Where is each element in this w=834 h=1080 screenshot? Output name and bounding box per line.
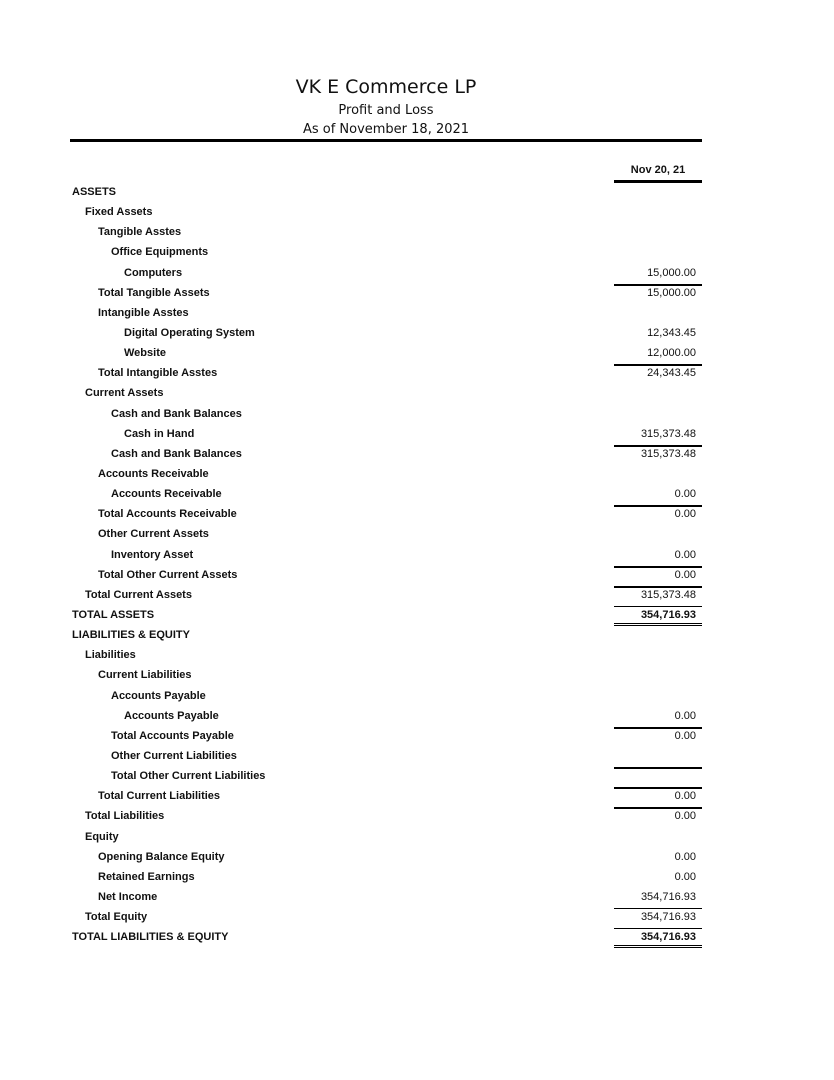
header-divider <box>70 139 702 142</box>
report-row <box>0 304 834 324</box>
report-row <box>0 546 834 566</box>
row-amount: 12,343.45 <box>647 326 696 339</box>
report-row <box>0 807 834 827</box>
amount-rule <box>614 928 702 929</box>
row-label: Total Accounts Payable <box>111 729 234 742</box>
report-row <box>0 566 834 586</box>
row-label: Computers <box>124 266 183 279</box>
report-row <box>0 525 834 545</box>
report-date: As of November 18, 2021 <box>302 122 470 137</box>
amount-rule <box>614 767 702 769</box>
report-row <box>0 707 834 727</box>
row-amount: 0.00 <box>674 850 696 863</box>
amount-rule <box>614 908 702 909</box>
row-amount: 0.00 <box>674 568 696 581</box>
row-label: Other Current Assets <box>98 528 209 541</box>
amount-rule <box>614 807 702 809</box>
row-amount: 0.00 <box>674 729 696 742</box>
row-amount: 354,716.93 <box>640 890 696 903</box>
row-amount: 24,343.45 <box>647 367 696 380</box>
row-label: Accounts Receivable <box>111 488 222 501</box>
row-label: Cash and Bank Balances <box>111 407 242 420</box>
report-row <box>0 485 834 505</box>
row-label: Current Liabilities <box>98 669 192 682</box>
row-label: Current Assets <box>85 387 164 400</box>
row-label: ASSETS <box>72 186 117 198</box>
report-row <box>0 928 834 948</box>
row-label: Total Current Assets <box>85 588 192 601</box>
report-row <box>0 364 834 384</box>
report-row <box>0 888 834 908</box>
report-row <box>0 848 834 868</box>
row-amount: 315,373.48 <box>640 447 696 460</box>
row-label: Intangible Asstes <box>98 306 189 319</box>
row-amount: 354,716.93 <box>640 931 696 944</box>
amount-rule <box>614 364 702 366</box>
report-row <box>0 425 834 445</box>
row-label: Website <box>124 347 166 360</box>
report-row <box>0 908 834 928</box>
report-row <box>0 203 834 223</box>
report-row <box>0 445 834 465</box>
report-row <box>0 243 834 263</box>
row-label: Total Tangible Assets <box>98 286 210 299</box>
row-amount: 315,373.48 <box>640 427 696 440</box>
row-label: Total Equity <box>85 911 148 924</box>
row-label: Opening Balance Equity <box>98 850 225 863</box>
row-amount: 0.00 <box>674 508 696 521</box>
row-label: LIABILITIES & EQUITY <box>72 629 190 642</box>
amount-rule <box>614 586 702 588</box>
row-label: Digital Operating System <box>124 326 255 339</box>
row-amount: 12,000.00 <box>647 347 696 360</box>
row-label: Liabilities <box>85 649 136 662</box>
row-amount: 354,716.93 <box>640 608 696 621</box>
report-row <box>0 646 834 666</box>
report-row <box>0 727 834 747</box>
report-row <box>0 223 834 243</box>
amount-rule <box>614 727 702 729</box>
row-label: Accounts Receivable <box>98 467 209 480</box>
row-label: Accounts Payable <box>111 689 206 702</box>
row-amount: 15,000.00 <box>647 266 696 279</box>
row-label: Total Liabilities <box>85 810 165 823</box>
report-row <box>0 687 834 707</box>
row-label: Tangible Asstes <box>98 226 182 239</box>
row-label: Other Current Liabilities <box>111 749 237 762</box>
row-label: Cash in Hand <box>124 427 195 440</box>
report-row <box>0 868 834 888</box>
row-label: Total Intangible Asstes <box>98 367 218 380</box>
report-row <box>0 183 834 203</box>
report-row <box>0 747 834 767</box>
amount-rule <box>614 606 702 607</box>
row-amount: 0.00 <box>674 548 696 561</box>
row-label: TOTAL ASSETS <box>72 608 155 621</box>
row-label: Net Income <box>98 890 158 903</box>
company-name: VK E Commerce LP <box>295 76 477 98</box>
row-label: Total Other Current Assets <box>98 568 238 581</box>
row-label: Office Equipments <box>111 246 209 259</box>
report-row <box>0 284 834 304</box>
row-label: Total Other Current Liabilities <box>111 770 266 783</box>
report-table <box>0 183 834 948</box>
row-label: Accounts Payable <box>124 709 219 722</box>
report-row <box>0 264 834 284</box>
double-underline <box>614 945 702 948</box>
report-row <box>0 324 834 344</box>
row-label: Total Current Liabilities <box>98 790 221 803</box>
row-amount: 0.00 <box>674 790 696 803</box>
report-row <box>0 465 834 485</box>
amount-rule <box>614 566 702 568</box>
report-row <box>0 384 834 404</box>
row-label: Total Accounts Receivable <box>98 508 237 521</box>
row-amount: 0.00 <box>674 709 696 722</box>
report-row <box>0 787 834 807</box>
row-amount: 0.00 <box>674 810 696 823</box>
row-label: Cash and Bank Balances <box>111 447 242 460</box>
row-amount: 15,000.00 <box>647 286 696 299</box>
amount-rule <box>614 445 702 447</box>
amount-rule <box>614 284 702 286</box>
report-row <box>0 344 834 364</box>
amount-rule <box>614 505 702 507</box>
report-title: Profit and Loss <box>338 103 434 118</box>
report-row <box>0 767 834 787</box>
row-label: Equity <box>85 830 119 843</box>
row-label: TOTAL LIABILITIES & EQUITY <box>72 931 229 944</box>
report-row <box>0 626 834 646</box>
row-label: Retained Earnings <box>98 870 195 883</box>
row-amount: 0.00 <box>674 870 696 883</box>
row-amount: 315,373.48 <box>640 588 696 601</box>
report-row <box>0 405 834 425</box>
row-label: Inventory Asset <box>111 548 194 561</box>
row-amount: 0.00 <box>674 488 696 501</box>
report-row <box>0 666 834 686</box>
report-row <box>0 606 834 626</box>
report-row <box>0 505 834 525</box>
row-label: Fixed Assets <box>85 206 153 219</box>
row-amount: 354,716.93 <box>640 911 696 924</box>
report-row <box>0 586 834 606</box>
amount-rule <box>614 787 702 789</box>
column-header: Nov 20, 21 <box>614 164 702 183</box>
report-row <box>0 828 834 848</box>
